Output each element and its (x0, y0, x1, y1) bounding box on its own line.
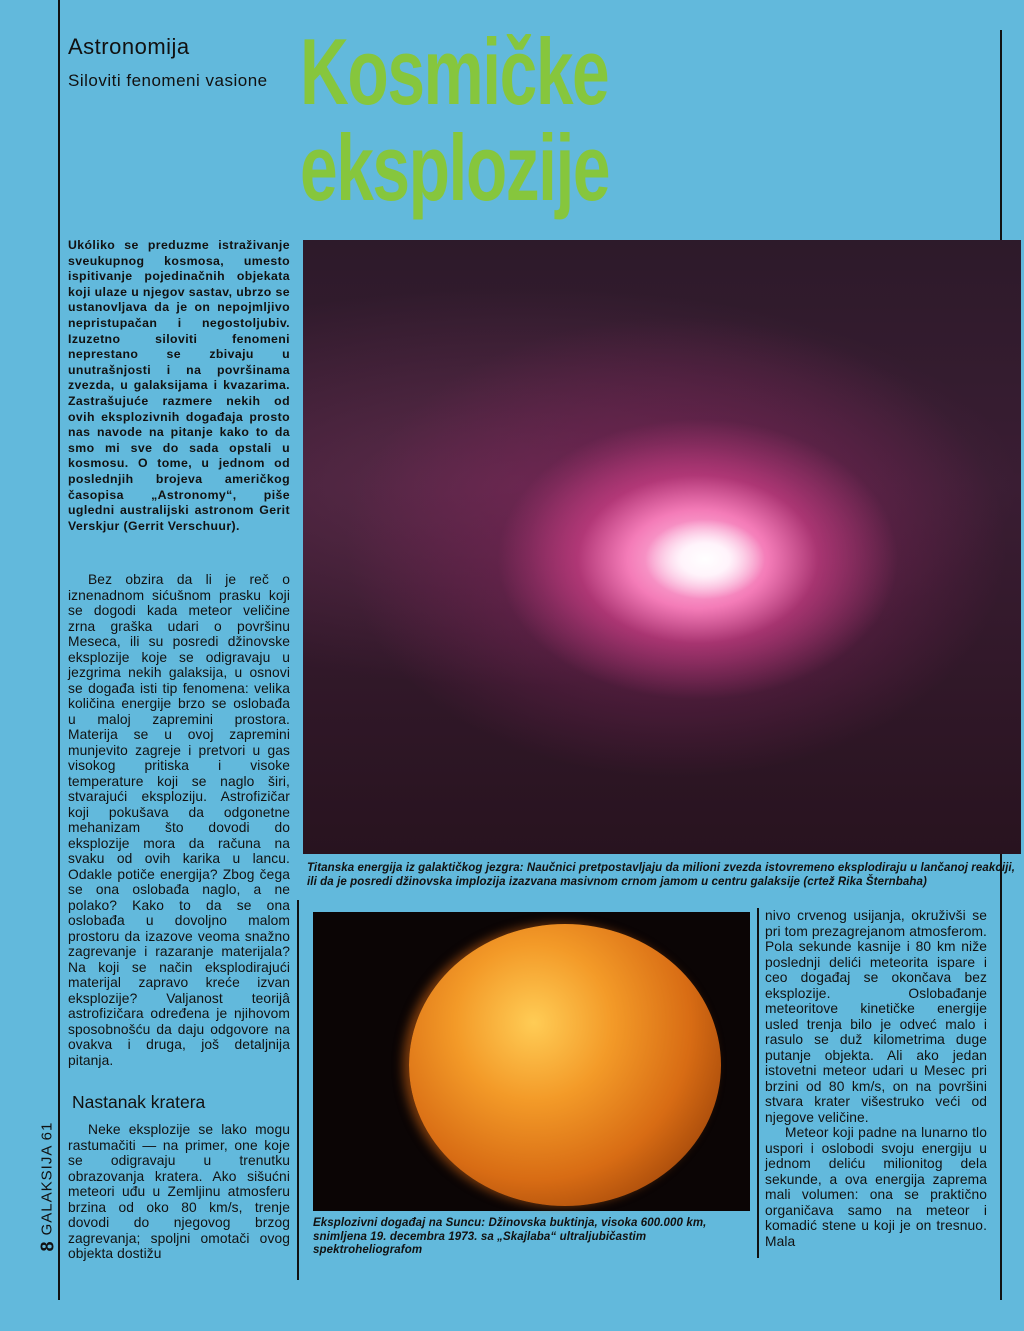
lead-paragraph: Ukóliko se preduzme istraživanje sveukupnog kosmosa, umesto ispitivanje pojedinačnih objekata koji ulaze u njegov sastav, ubrzo se ustanovljava da je on nepojmljivo nepristupačan i negostoljubiv. Izuzetno siloviti fenomeni neprestano se zbivaju u unutrašnjosti i na površinama zvezda, u galaksijama i kvazarima. Zastrašujuće razmere nekih od ovih eksplozivnih događaja prosto nas navode na pitanje kako to da smo mi sve do sada opstali u kosmosu. O tome, u jednom od poslednjih brojeva američkog časopisa „Astronomy“, piše ugledni australijski astronom Gerit Verskjur (Gerrit Verschuur). (68, 238, 290, 533)
magazine-name: GALAKSIJA 61 (38, 1121, 56, 1236)
paragraph: Bez obzira da li je reč o iznenadnom sićušnom prasku koji se dogodi kada meteor veličine zrna graška udari o površinu Meseca, ili su posredi džinovske eksplozije koje se odigravaju u jezgrima nekih galaksija, u osnovi se događa isti tip fenomena: velika količina energije brzo se oslobađa u maloj zapremini prostora. Materija se u ovoj zapremini munjevito zagreje i pretvori u gas visokog pritiska i visoke temperature koji se naglo širi, stvarajući eksploziju. Astrofizičar koji pokušava da odgonetne mehanizam što dovodi do eksplozije mora da računa na svaku od ovih karika u lancu. Odakle potiče energija? Zbog čega se ona oslobađa naglo, a ne polako? Kako to da se ona oslobađa u dovoljno malom prostoru da izazove veoma snažno zagrevanje i razaranje materijala? Na koji se način eksplodirajući materijal zapravo kreće izvan eksplozije? Valjanost teorijâ astrofizičara određena je njihovom sposobnošću da daju odgovore na ovakva i druga, još detaljnija pitanja. (68, 572, 290, 1068)
column-1-text (68, 572, 290, 1068)
galaxy-explosion-illustration (303, 240, 1021, 854)
article-title (300, 19, 610, 220)
title-line-1: Kosmičke (300, 19, 609, 124)
column-divider-left (297, 900, 299, 1280)
paragraph: Meteor koji padne na lunarno tlo uspori i oslobodi svoju energiju u jednom deliću milionitog dela sekunde, a ova energija zaprema mali volumen: ona se praktično organičava samo na meteor i komadić stene u koji je on tresnuo. Mala (765, 1125, 987, 1249)
column-divider-right (757, 908, 759, 1258)
column-1-continued (68, 1122, 290, 1262)
illustration-caption: Titanska energija iz galaktičkog jezgra: Naučnici pretpostavljaju da milioni zvezda istovremeno eksplodiraju u lančanoj reakciji, ili da je posredi džinovska implozija izazvana masivnom crnom jamom u centru galaksije (crtež Rika Šternbaha) (307, 862, 1016, 888)
title-line-2: eksplozije (300, 115, 610, 220)
section-label: Astronomija (68, 34, 190, 59)
paragraph: nivo crvenog usijanja, okruživši se pri tom prezagrejanom atmosferom. Pola sekunde kasnije i 80 km niže poslednji delići meteorita ispare i ceo događaj se okončava bez eksplozije. Oslobađanje meteoritove kinetičke energije usled trenja bilo je odveć malo i rasulo se duž kilometrima duge putanje objekta. Ali ako jedan istovetni meteor udari u Mesec pri brzini od 80 km/s, on na površini stvara krater višestruko veći od njegove veličine. (765, 908, 987, 1125)
paragraph: Neke eksplozije se lako mogu rastumačiti — na primer, one koje se odigravaju u trenutku obrazovanja kratera. Ako sišućni meteori uđu u Zemljinu atmosferu brzina od oko 80 km/s, trenje dovodi do njegovog brzog zagrevanja; spoljni omotači ovog objekta dostižu (68, 1122, 290, 1261)
photo-caption: Eksplozivni događaj na Suncu: Džinovska buktinja, visoka 600.000 km, snimljena 19. decembra 1973. sa „Skajlaba“ ultraljubičastim spektroheliografom (313, 1217, 707, 1256)
subheading: Nastanak kratera (72, 1092, 206, 1112)
sun-flare-photo (313, 912, 750, 1211)
section-subtitle: Siloviti fenomeni vasione (68, 71, 268, 90)
page-number: 8 (37, 1241, 58, 1252)
left-margin-rule (58, 0, 60, 1300)
sun-disk (409, 924, 721, 1206)
column-3-text (765, 908, 987, 1249)
